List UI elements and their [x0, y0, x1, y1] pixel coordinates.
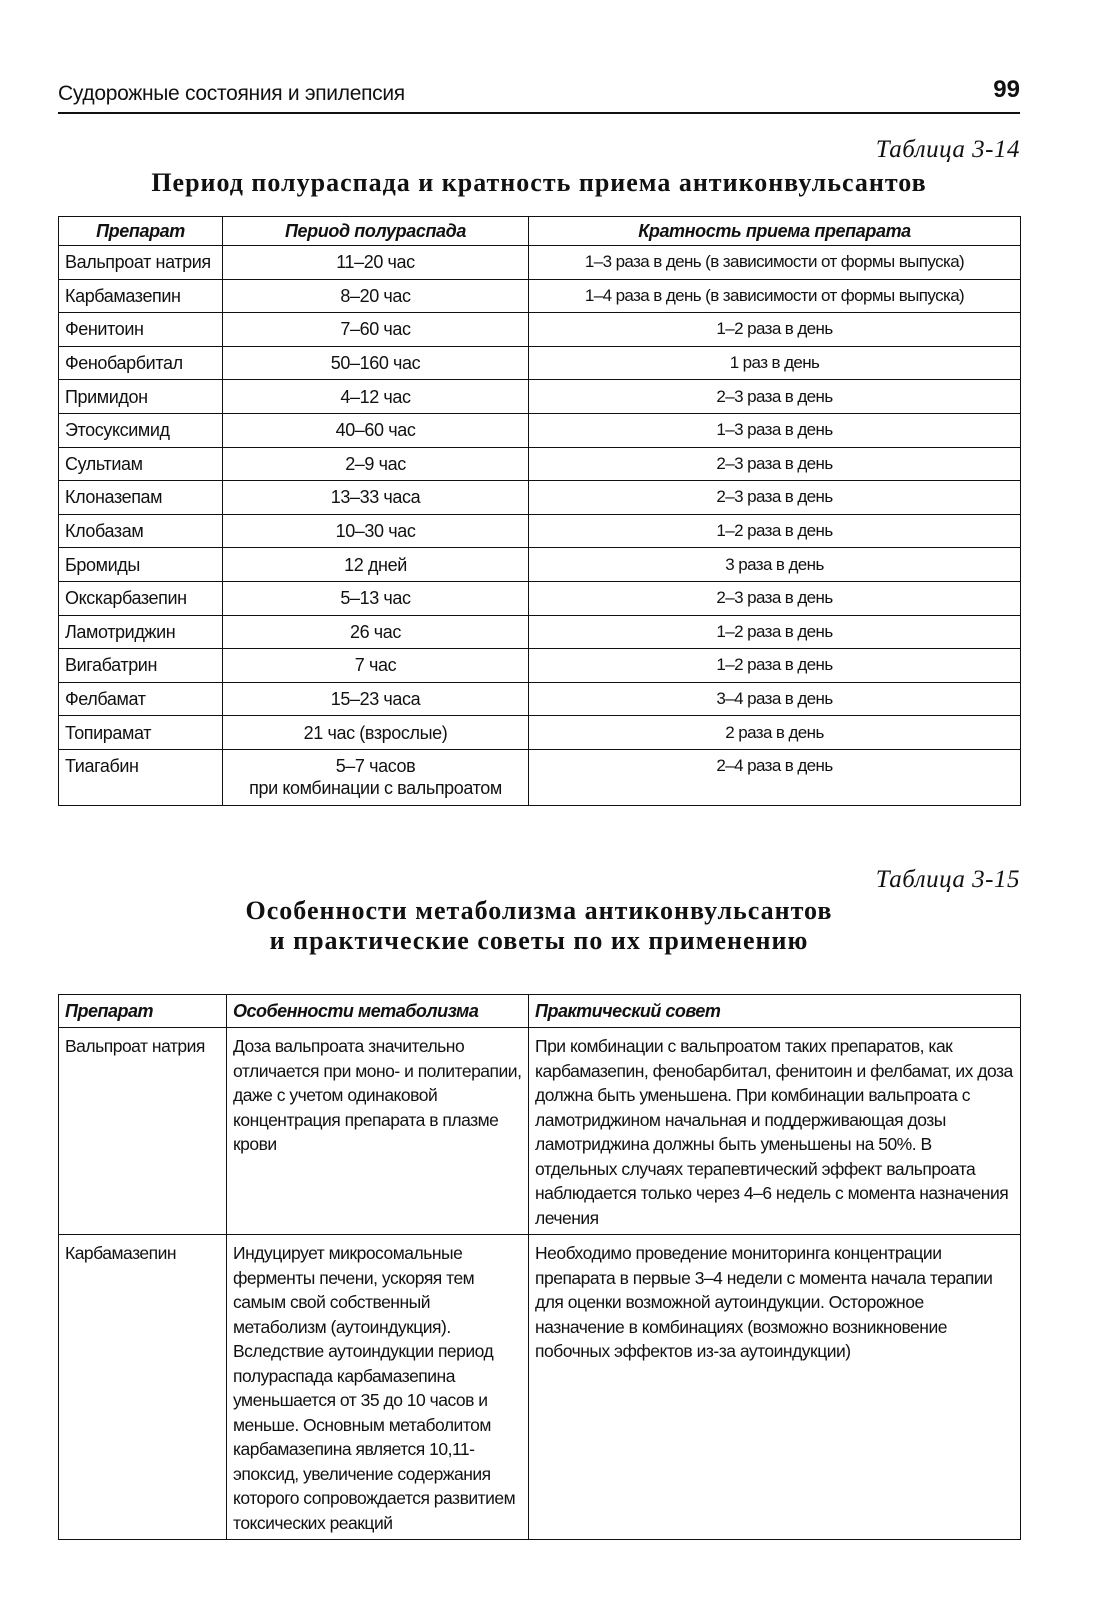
half-life-cell	[223, 279, 529, 313]
frequency-cell: 2–3 раза в день	[529, 581, 1021, 615]
table-row	[59, 716, 1021, 750]
frequency-cell: 1 раз в день	[529, 346, 1021, 380]
frequency-cell: 2–3 раза в день	[529, 447, 1021, 481]
drug-cell: Клоназепам	[59, 481, 223, 515]
column-header: Кратность приема препарата	[529, 217, 1021, 246]
half-life-cell	[223, 682, 529, 716]
table-row	[59, 346, 1021, 380]
running-title: Судорожные состояния и эпилепсия	[58, 82, 405, 105]
column-header: Особенности метаболизма	[227, 995, 529, 1028]
half-life-cell	[223, 615, 529, 649]
half-life-cell	[223, 346, 529, 380]
drug-cell: Бромиды	[59, 548, 223, 582]
half-life-cell	[223, 481, 529, 515]
column-header: Период полураспада	[223, 217, 529, 246]
table-row	[59, 548, 1021, 582]
table-row	[59, 581, 1021, 615]
table-row	[59, 313, 1021, 347]
frequency-cell: 1–3 раза в день (в зависимости от формы выпуска)	[529, 246, 1021, 280]
table-row	[59, 447, 1021, 481]
metabolism-cell: Индуцирует микросомальные ферменты печени, ускоряя тем самым свой собственный метаболизм (аутоиндукция). Вследствие аутоиндукции период полураспада карбамазепина уменьшается от 35 до 10 часов и меньше. Основным метаболитом карбамазепина является 10,11-эпоксид, увеличение содержания которого сопровождается развитием токсических реакций	[227, 1235, 529, 1540]
drug-cell: Тиагабин	[59, 749, 223, 805]
drug-cell: Вальпроат натрия	[59, 1028, 227, 1235]
table2-title-line1: Особенности метаболизма антиконвульсантов	[245, 896, 833, 925]
drug-cell: Сультиам	[59, 447, 223, 481]
table1-label: Таблица 3-14	[875, 136, 1020, 163]
table-row	[59, 1235, 1021, 1540]
half-life-cell	[223, 716, 529, 750]
table2-title	[58, 896, 1020, 956]
frequency-cell: 2–3 раза в день	[529, 380, 1021, 414]
frequency-cell: 1–2 раза в день	[529, 313, 1021, 347]
table-row	[59, 514, 1021, 548]
table-header-row	[59, 217, 1021, 246]
table-row	[59, 413, 1021, 447]
half-life-value: 12 дней	[344, 554, 407, 575]
advice-cell: При комбинации с вальпроатом таких препаратов, как карбамазепин, фенобарбитал, фенитоин и фелбамат, их доза должна быть уменьшена. При комбинации вальпроата с ламотриджином начальная и поддерживающая дозы ламотриджина должны быть уменьшены на 50%. В отдельных случаях терапевтический эффект вальпроата наблюдается только через 4–6 недель с момента назначения лечения	[529, 1028, 1021, 1235]
drug-cell: Вальпроат натрия	[59, 246, 223, 280]
column-header: Практический совет	[529, 995, 1021, 1028]
drug-cell: Карбамазепин	[59, 1235, 227, 1540]
half-life-value: 21 час (взрослые)	[303, 722, 448, 743]
half-life-value: 15–23 часа	[330, 689, 421, 710]
page-number: 99	[993, 76, 1020, 103]
frequency-cell: 1–2 раза в день	[529, 649, 1021, 683]
table-row	[59, 649, 1021, 683]
frequency-cell: 1–2 раза в день	[529, 615, 1021, 649]
half-life-value: 26 час	[349, 621, 401, 642]
table-row	[59, 682, 1021, 716]
half-life-cell	[223, 447, 529, 481]
half-life-value: 5–13 час	[340, 588, 411, 609]
drug-cell: Этосуксимид	[59, 413, 223, 447]
half-life-value: 8–20 час	[340, 285, 411, 306]
drug-cell: Фенитоин	[59, 313, 223, 347]
half-life-note: при комбинации с вальпроатом	[249, 777, 502, 798]
table-row	[59, 246, 1021, 280]
frequency-cell: 1–3 раза в день	[529, 413, 1021, 447]
column-header: Препарат	[59, 995, 227, 1028]
drug-cell: Вигабатрин	[59, 649, 223, 683]
table-body	[59, 1028, 1021, 1540]
table2-label: Таблица 3-15	[875, 866, 1020, 893]
half-life-cell	[223, 548, 529, 582]
table2-title-line2: и практические советы по их применению	[269, 926, 809, 955]
running-header	[58, 76, 1020, 114]
half-life-value: 7–60 час	[340, 319, 411, 340]
table1-title: Период полураспада и кратность приема антиконвульсантов	[151, 168, 927, 197]
frequency-cell: 1–2 раза в день	[529, 514, 1021, 548]
half-life-value: 10–30 час	[335, 521, 416, 542]
half-life-value: 2–9 час	[345, 453, 406, 474]
drug-cell: Окскарбазепин	[59, 581, 223, 615]
half-life-value: 5–7 часов	[335, 755, 416, 776]
table-row	[59, 279, 1021, 313]
drug-cell: Ламотриджин	[59, 615, 223, 649]
drug-cell: Карбамазепин	[59, 279, 223, 313]
table-row	[59, 380, 1021, 414]
half-life-cell	[223, 413, 529, 447]
table-body	[59, 246, 1021, 806]
half-life-cell	[223, 380, 529, 414]
half-life-value: 13–33 часа	[330, 487, 421, 508]
table-row	[59, 1028, 1021, 1235]
advice-cell: Необходимо проведение мониторинга концентрации препарата в первые 3–4 недели с момента начала терапии для оценки возможной аутоиндукции. Осторожное назначение в комбинациях (возможно возникновение побочных эффектов из-за аутоиндукции)	[529, 1235, 1021, 1540]
drug-cell: Фелбамат	[59, 682, 223, 716]
frequency-cell: 1–4 раза в день (в зависимости от формы выпуска)	[529, 279, 1021, 313]
frequency-cell: 2 раза в день	[529, 716, 1021, 750]
column-header: Препарат	[59, 217, 223, 246]
half-life-cell	[223, 581, 529, 615]
frequency-cell: 2–3 раза в день	[529, 481, 1021, 515]
frequency-cell: 3 раза в день	[529, 548, 1021, 582]
frequency-cell: 3–4 раза в день	[529, 682, 1021, 716]
half-life-cell	[223, 313, 529, 347]
half-life-value: 11–20 час	[336, 252, 415, 273]
frequency-cell: 2–4 раза в день	[529, 749, 1021, 805]
table-row	[59, 615, 1021, 649]
table-header-row	[59, 995, 1021, 1028]
half-life-cell	[223, 649, 529, 683]
drug-cell: Топирамат	[59, 716, 223, 750]
drug-cell: Примидон	[59, 380, 223, 414]
drug-cell: Фенобарбитал	[59, 346, 223, 380]
table-row	[59, 749, 1021, 805]
metabolism-table	[58, 994, 1021, 1540]
half-life-cell	[223, 246, 529, 280]
half-life-value: 4–12 час	[340, 386, 411, 407]
half-life-cell	[223, 514, 529, 548]
half-life-table	[58, 216, 1021, 806]
drug-cell: Клобазам	[59, 514, 223, 548]
table-row	[59, 481, 1021, 515]
half-life-cell	[223, 749, 529, 805]
half-life-value: 7 час	[354, 655, 397, 676]
metabolism-cell: Доза вальпроата значительно отличается при моно- и политерапии, даже с учетом одинаковой концентрация препарата в плазме крови	[227, 1028, 529, 1235]
half-life-value: 50–160 час	[330, 353, 421, 374]
half-life-value: 40–60 час	[335, 420, 416, 441]
